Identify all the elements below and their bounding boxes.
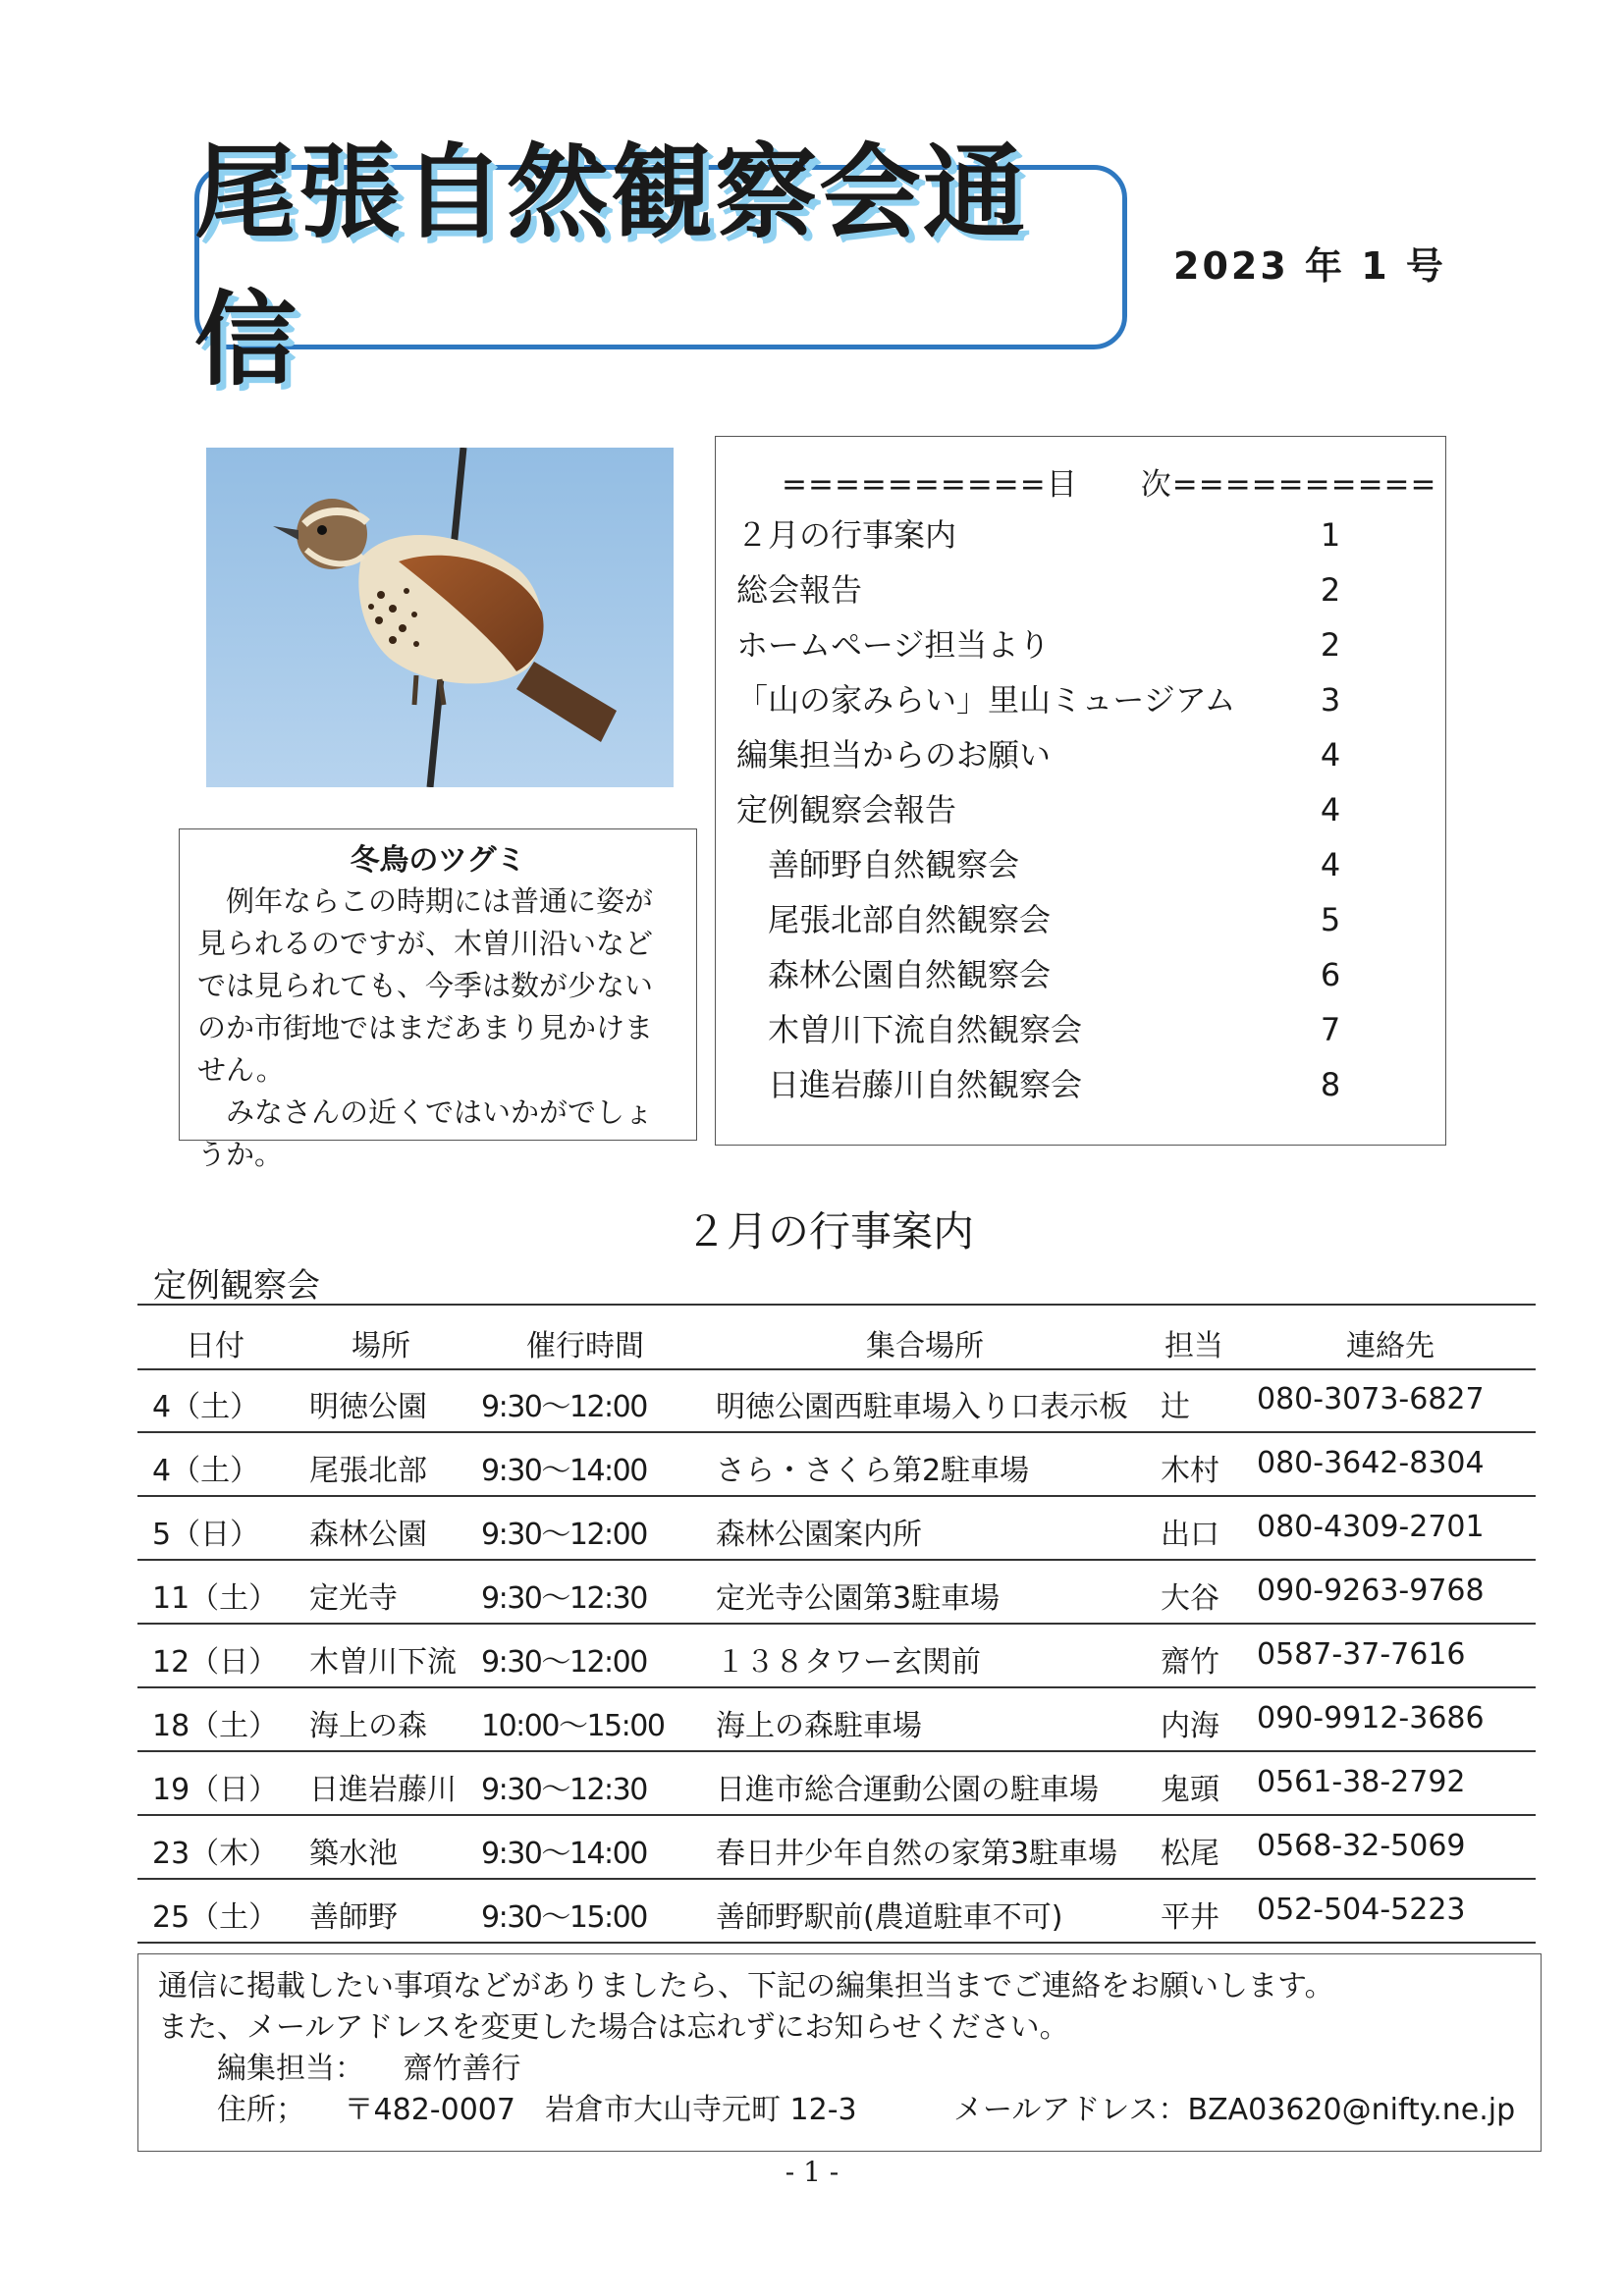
toc-item-page: 6 [1320, 956, 1341, 993]
toc-item-page: 4 [1320, 791, 1341, 828]
table-row [137, 1560, 1536, 1624]
cell-meeting-place: 森林公園案内所 [716, 1518, 922, 1552]
toc-item-label: 定例観察会報告 [736, 791, 957, 828]
email-address[interactable]: BZA03620@nifty.ne.jp [1187, 2093, 1516, 2127]
photo-caption [179, 828, 697, 1171]
cell-contact: 0587-37-7616 [1257, 1637, 1466, 1672]
caption-paragraph: みなさんの近くではいかがでしょうか。 [197, 1095, 654, 1171]
header-time: 催行時間 [526, 1329, 644, 1363]
cell-time: 9:30～12:30 [481, 1581, 647, 1616]
toc-item-label: 木曽川下流自然観察会 [768, 1011, 1083, 1048]
cell-place: 善師野 [309, 1900, 398, 1935]
cell-time: 9:30～14:00 [481, 1454, 647, 1488]
cell-date: 19（日） [152, 1773, 279, 1807]
toc-subitem[interactable] [736, 1004, 1345, 1055]
cell-staff: 出口 [1161, 1518, 1219, 1552]
cell-place: 海上の森 [309, 1709, 427, 1743]
table-rule [137, 1304, 1536, 1306]
contact-line [158, 2090, 1521, 2131]
cell-place: 築水池 [309, 1837, 398, 1871]
section-heading: ２月の行事案内 [684, 1207, 974, 1255]
newsletter-title: 尾張自然観察会通信 [194, 133, 1028, 400]
toc-item[interactable] [736, 674, 1345, 725]
cell-staff: 辻 [1161, 1390, 1190, 1424]
page-number: - 1 - [785, 2156, 839, 2188]
cell-contact: 0568-32-5069 [1257, 1829, 1466, 1863]
header-date: 日付 [186, 1329, 244, 1363]
cell-time: 9:30～12:00 [481, 1390, 647, 1424]
cell-time: 9:30～14:00 [481, 1837, 647, 1871]
notice-text: 通信に掲載したい事項などがありましたら、下記の編集担当までご連絡をお願いします。 [158, 1969, 1334, 2003]
toc-item-label: 編集担当からのお願い [736, 736, 1052, 774]
toc-subitem[interactable] [736, 894, 1345, 945]
toc-item-page: 1 [1320, 516, 1341, 554]
toc-item-label: 森林公園自然観察会 [768, 956, 1052, 993]
cell-contact: 080-4309-2701 [1257, 1510, 1485, 1544]
postal-address: 〒482-0007 岩倉市大山寺元町 12-3 [344, 2093, 857, 2127]
editor-label: 編集担当： [217, 2052, 364, 2086]
section-subheading: 定例観察会 [153, 1266, 320, 1306]
cell-place: 日進岩藤川 [309, 1773, 457, 1807]
table-row [137, 1368, 1536, 1432]
toc-item[interactable] [736, 729, 1345, 780]
toc-item-page: 5 [1320, 901, 1341, 938]
toc-item-label: 尾張北部自然観察会 [768, 901, 1052, 938]
toc-item-page: 2 [1320, 571, 1341, 609]
cell-staff: 木村 [1161, 1454, 1219, 1488]
header-contact: 連絡先 [1346, 1329, 1435, 1363]
toc-item-page: 4 [1320, 846, 1341, 883]
cell-staff: 内海 [1161, 1709, 1219, 1743]
table-row [137, 1687, 1536, 1751]
toc-item-label: 総会報告 [736, 571, 863, 609]
cell-date: 11（土） [152, 1581, 279, 1616]
cell-place: 尾張北部 [309, 1454, 427, 1488]
header-staff: 担当 [1164, 1329, 1223, 1363]
address-label: 住所； [217, 2093, 305, 2127]
table-row [137, 1624, 1536, 1687]
cell-date: 12（日） [152, 1645, 279, 1680]
toc-item[interactable] [736, 509, 1345, 561]
cell-place: 明徳公園 [309, 1390, 427, 1424]
cell-contact: 080-3073-6827 [1257, 1382, 1485, 1416]
cell-time: 10:00～15:00 [481, 1709, 665, 1743]
cell-meeting-place: 明徳公園西駐車場入り口表示板 [716, 1390, 1128, 1424]
cell-staff: 大谷 [1161, 1581, 1219, 1616]
cell-meeting-place: さら・さくら第2駐車場 [716, 1454, 1030, 1488]
cell-meeting-place: 定光寺公園第3駐車場 [716, 1581, 1001, 1616]
notice-text: また、メールアドレスを変更した場合は忘れずにお知らせください。 [158, 2010, 1069, 2045]
cell-contact: 090-9263-9768 [1257, 1574, 1485, 1608]
toc-item-label: 善師野自然観察会 [768, 846, 1020, 883]
cell-place: 定光寺 [309, 1581, 398, 1616]
toc-item[interactable] [736, 619, 1345, 670]
editor-name: 齋竹善行 [403, 2052, 521, 2086]
issue-number: 2023 年 1 号 [1173, 244, 1446, 288]
toc-item-label: ホームページ担当より [736, 626, 1051, 664]
cell-date: 5（日） [152, 1518, 260, 1552]
toc-heading: ==========目 次========== [782, 467, 1437, 503]
toc-subitem[interactable] [736, 949, 1345, 1000]
cell-meeting-place: 春日井少年自然の家第3駐車場 [716, 1837, 1118, 1871]
header-place: 場所 [352, 1329, 410, 1363]
cell-contact: 080-3642-8304 [1257, 1446, 1485, 1480]
thrush-photo [206, 448, 674, 787]
table-row [137, 1879, 1536, 1943]
toc-item-page: 8 [1320, 1066, 1341, 1103]
toc-subitem[interactable] [736, 839, 1345, 890]
email-block [953, 2090, 1515, 2131]
cell-place: 木曽川下流 [309, 1645, 457, 1680]
cell-contact: 090-9912-3686 [1257, 1701, 1485, 1735]
cell-staff: 齋竹 [1161, 1645, 1219, 1680]
cell-time: 9:30～12:30 [481, 1773, 647, 1807]
cell-time: 9:30～12:00 [481, 1645, 647, 1680]
toc-item-page: 3 [1320, 681, 1341, 719]
table-row [137, 1815, 1536, 1879]
cell-time: 9:30～12:00 [481, 1518, 647, 1552]
cell-date: 4（土） [152, 1390, 260, 1424]
cell-meeting-place: １３８タワー玄関前 [716, 1645, 981, 1680]
cell-date: 25（土） [152, 1900, 279, 1935]
table-row [137, 1432, 1536, 1496]
toc-item-label: 「山の家みらい」里山ミュージアム [736, 681, 1236, 719]
table-rule [137, 1942, 1536, 1944]
editor-notice [137, 1953, 1542, 2152]
cell-staff: 鬼頭 [1161, 1773, 1219, 1807]
cell-staff: 松尾 [1161, 1837, 1219, 1871]
cell-date: 18（土） [152, 1709, 279, 1743]
cell-staff: 平井 [1161, 1900, 1219, 1935]
caption-paragraph: 例年ならこの時期には普通に姿が見られるのですが、木曽川沿いなどでは見られても、今季は数が少ないのか市街地ではまだあまり見かけません。 [197, 884, 654, 1087]
cell-contact: 052-504-5223 [1257, 1893, 1466, 1927]
toc-item[interactable] [736, 784, 1345, 835]
toc-item-label: ２月の行事案内 [736, 516, 957, 554]
toc-item-page: 2 [1320, 626, 1341, 664]
table-row [137, 1751, 1536, 1815]
cell-contact: 0561-38-2792 [1257, 1765, 1466, 1799]
toc-item-page: 7 [1320, 1011, 1341, 1048]
toc-subitem[interactable] [736, 1059, 1345, 1110]
cell-meeting-place: 善師野駅前(農道駐車不可) [716, 1900, 1063, 1935]
email-label: メールアドレス： [953, 2093, 1188, 2127]
header-meeting-place: 集合場所 [866, 1329, 984, 1363]
toc-item-label: 日進岩藤川自然観察会 [768, 1066, 1083, 1103]
toc-item-page: 4 [1320, 736, 1341, 774]
cell-place: 森林公園 [309, 1518, 427, 1552]
table-row [137, 1496, 1536, 1560]
toc-item[interactable] [736, 564, 1345, 615]
cell-time: 9:30～15:00 [481, 1900, 647, 1935]
cell-date: 4（土） [152, 1454, 260, 1488]
cell-meeting-place: 海上の森駐車場 [716, 1709, 922, 1743]
cell-meeting-place: 日進市総合運動公園の駐車場 [716, 1773, 1099, 1807]
cell-date: 23（木） [152, 1837, 279, 1871]
caption-title: 冬鳥のツグミ [350, 843, 526, 878]
editor-line [158, 2049, 1521, 2090]
